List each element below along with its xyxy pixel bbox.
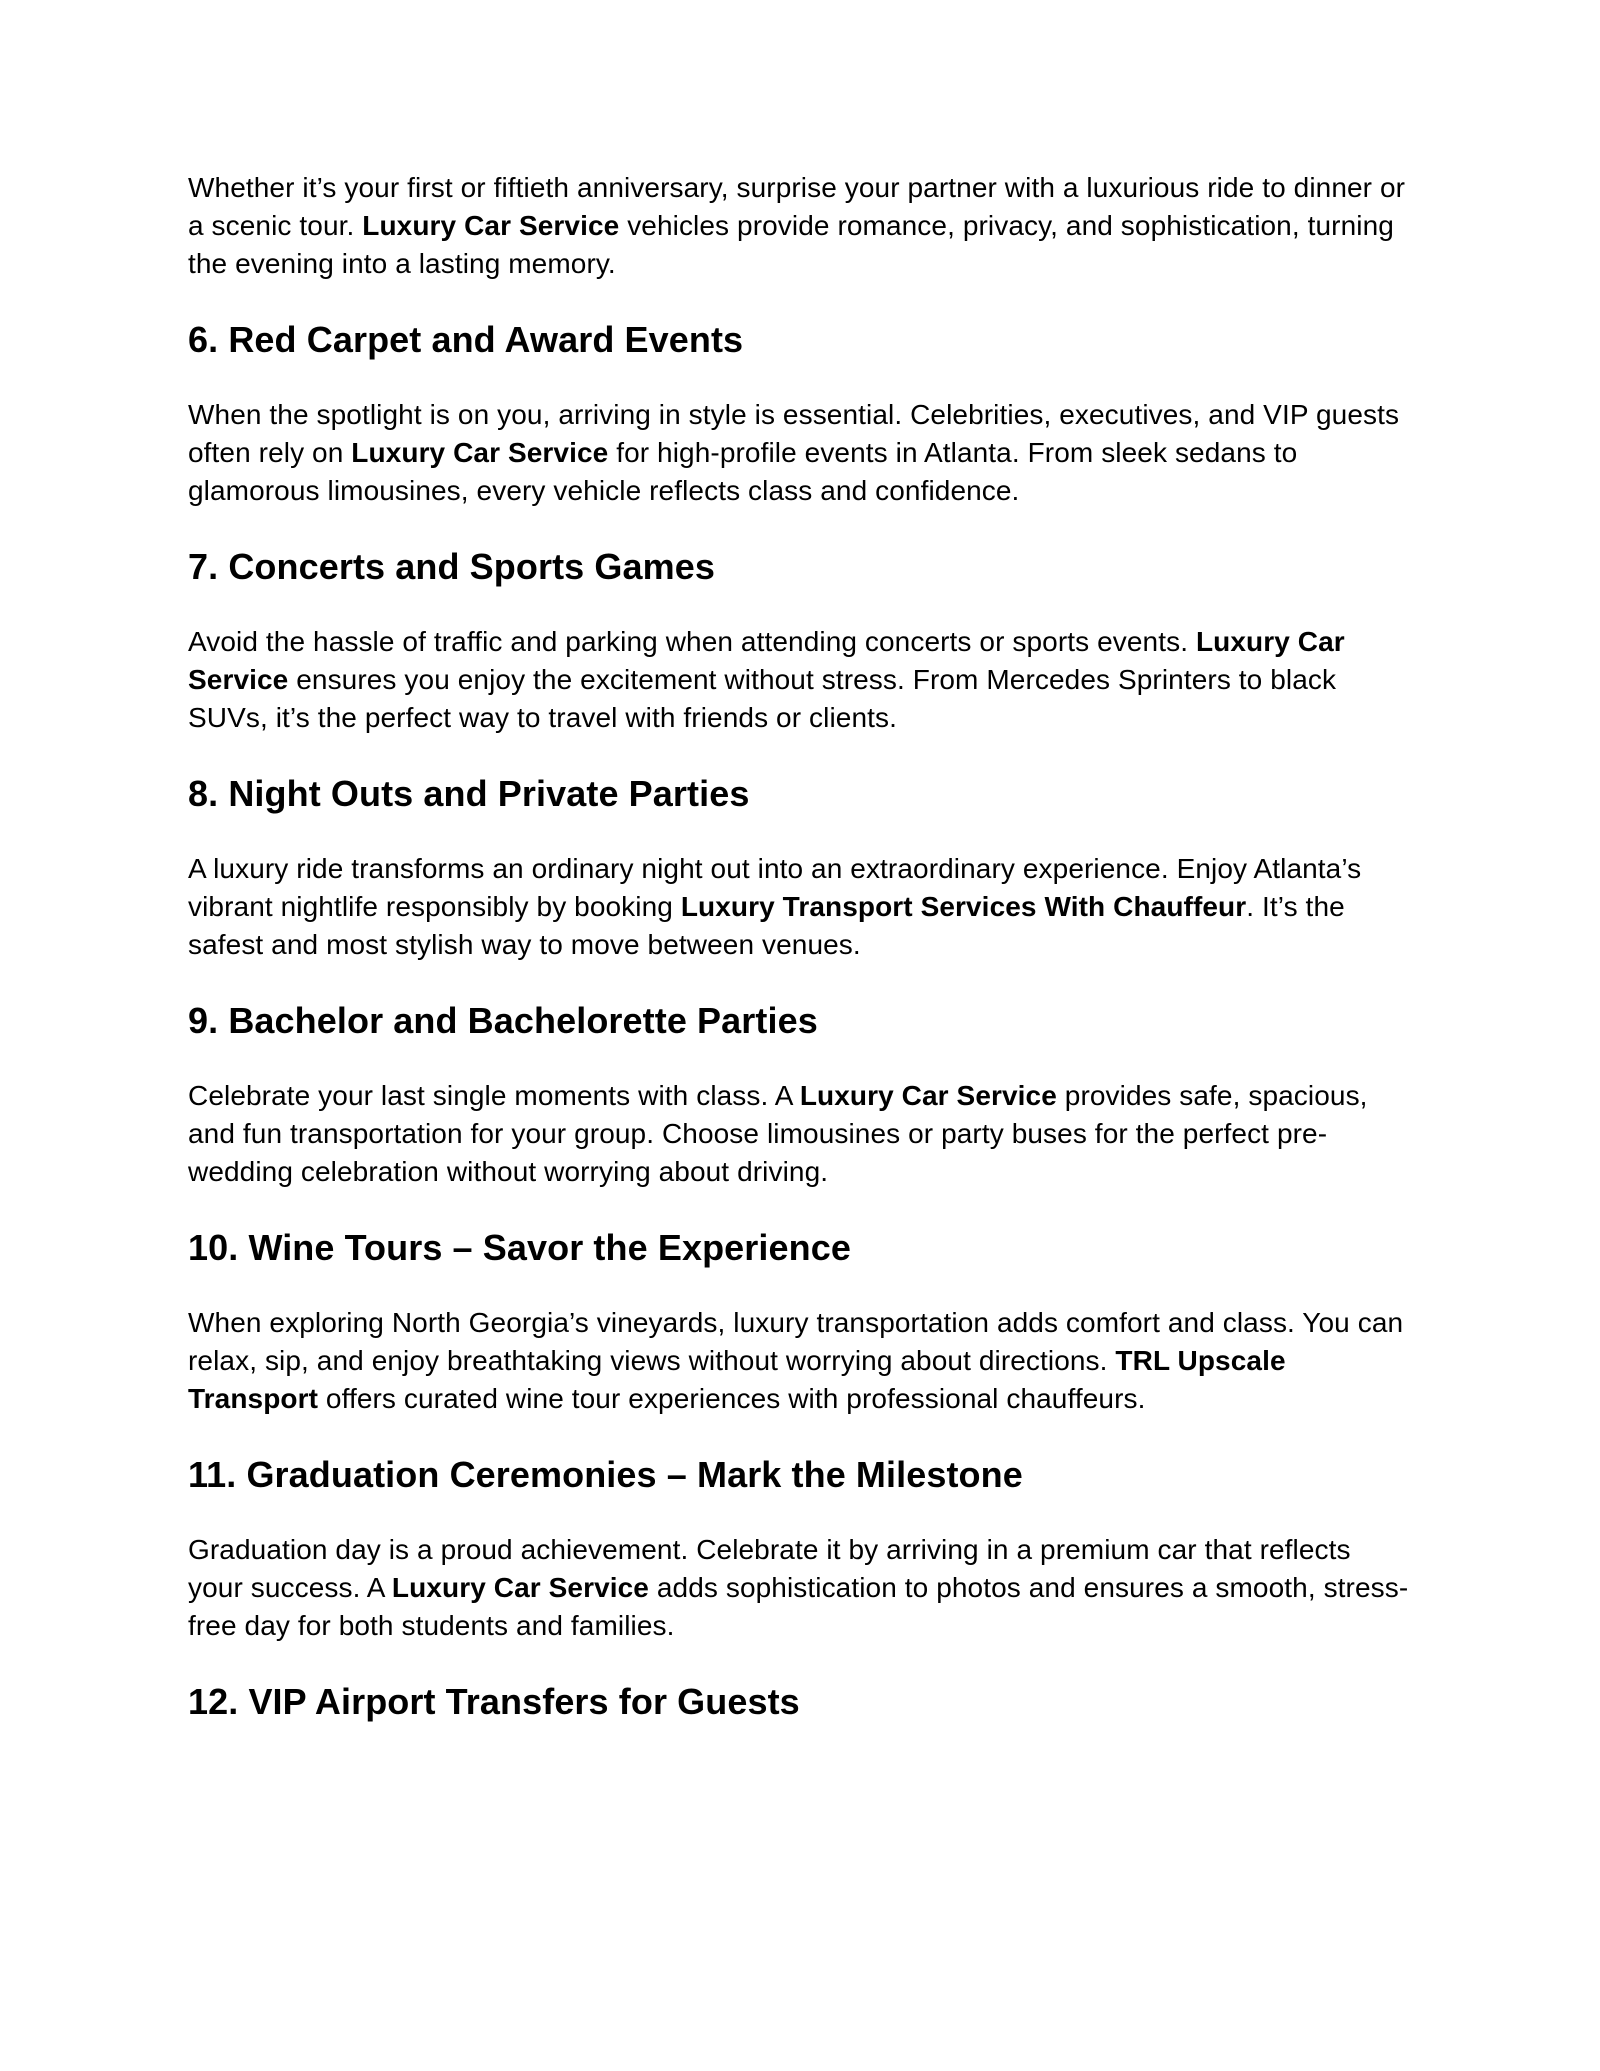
intro-anniversary-paragraph xyxy=(188,169,1412,283)
text-run: adds sophistication to photos and ensures a smooth, stress-free day for both students and families. xyxy=(188,1572,1409,1641)
bold-text-run: Luxury Car Service xyxy=(362,210,620,241)
text-run: When exploring North Georgia’s vineyards, luxury transportation adds comfort and class. You can relax, sip, and enjoy breathtaking views without worrying about directions. xyxy=(188,1307,1404,1376)
text-run: ensures you enjoy the excitement without stress. From Mercedes Sprinters to black SUVs, it’s the perfect way to travel with friends or clients. xyxy=(188,664,1337,733)
bold-text-run: Luxury Car Service xyxy=(799,1080,1057,1111)
bold-text-run: TRL Upscale Transport xyxy=(188,1345,1286,1414)
bold-text-run: Luxury Car Service xyxy=(391,1572,649,1603)
bachelor-bachelorette-paragraph xyxy=(188,1077,1412,1191)
text-run: Avoid the hassle of traffic and parking when attending concerts or sports events. xyxy=(188,626,1196,657)
text-run: for high-profile events in Atlanta. From sleek sedans to glamorous limousines, every vehicle reflects class and confidence. xyxy=(188,437,1298,506)
heading-6-red-carpet: 6. Red Carpet and Award Events xyxy=(188,319,744,360)
heading-12-vip-airport: 12. VIP Airport Transfers for Guests xyxy=(188,1681,800,1722)
graduation-paragraph xyxy=(188,1531,1412,1645)
heading-7-concerts-sports: 7. Concerts and Sports Games xyxy=(188,546,715,587)
bold-text-run: Luxury Car Service xyxy=(188,626,1345,695)
text-run: When the spotlight is on you, arriving in style is essential. Celebrities, executives, and VIP guests often rely on xyxy=(188,399,1400,468)
heading-8-night-outs: 8. Night Outs and Private Parties xyxy=(188,773,750,814)
wine-tours-paragraph xyxy=(188,1304,1412,1418)
concerts-sports-paragraph xyxy=(188,623,1412,737)
night-outs-paragraph xyxy=(188,850,1412,964)
bold-text-run: Luxury Car Service xyxy=(351,437,609,468)
red-carpet-paragraph xyxy=(188,396,1412,510)
text-run: Celebrate your last single moments with class. A xyxy=(188,1080,800,1111)
text-run: offers curated wine tour experiences with professional chauffeurs. xyxy=(318,1383,1146,1414)
heading-9-bachelor-bachelorette: 9. Bachelor and Bachelorette Parties xyxy=(188,1000,818,1041)
heading-10-wine-tours: 10. Wine Tours – Savor the Experience xyxy=(188,1227,851,1268)
text-run: Graduation day is a proud achievement. Celebrate it by arriving in a premium car that reflects your success. A xyxy=(188,1534,1351,1603)
heading-11-graduation: 11. Graduation Ceremonies – Mark the Milestone xyxy=(188,1454,1023,1495)
document-body xyxy=(188,169,1412,1724)
text-run: vehicles provide romance, privacy, and sophistication, turning the evening into a lasting memory. xyxy=(188,210,1394,279)
text-run: Whether it’s your first or fiftieth anniversary, surprise your partner with a luxurious ride to dinner or a scenic tour. xyxy=(188,172,1406,241)
text-run: . It’s the safest and most stylish way to move between venues. xyxy=(188,891,1345,960)
bold-text-run: Luxury Transport Services With Chauffeur xyxy=(680,891,1247,922)
text-run: A luxury ride transforms an ordinary night out into an extraordinary experience. Enjoy Atlanta’s vibrant nightlife responsibly by booking xyxy=(188,853,1362,922)
text-run: provides safe, spacious, and fun transportation for your group. Choose limousines or party buses for the perfect pre-wedding celebration without worrying about driving. xyxy=(188,1080,1368,1187)
